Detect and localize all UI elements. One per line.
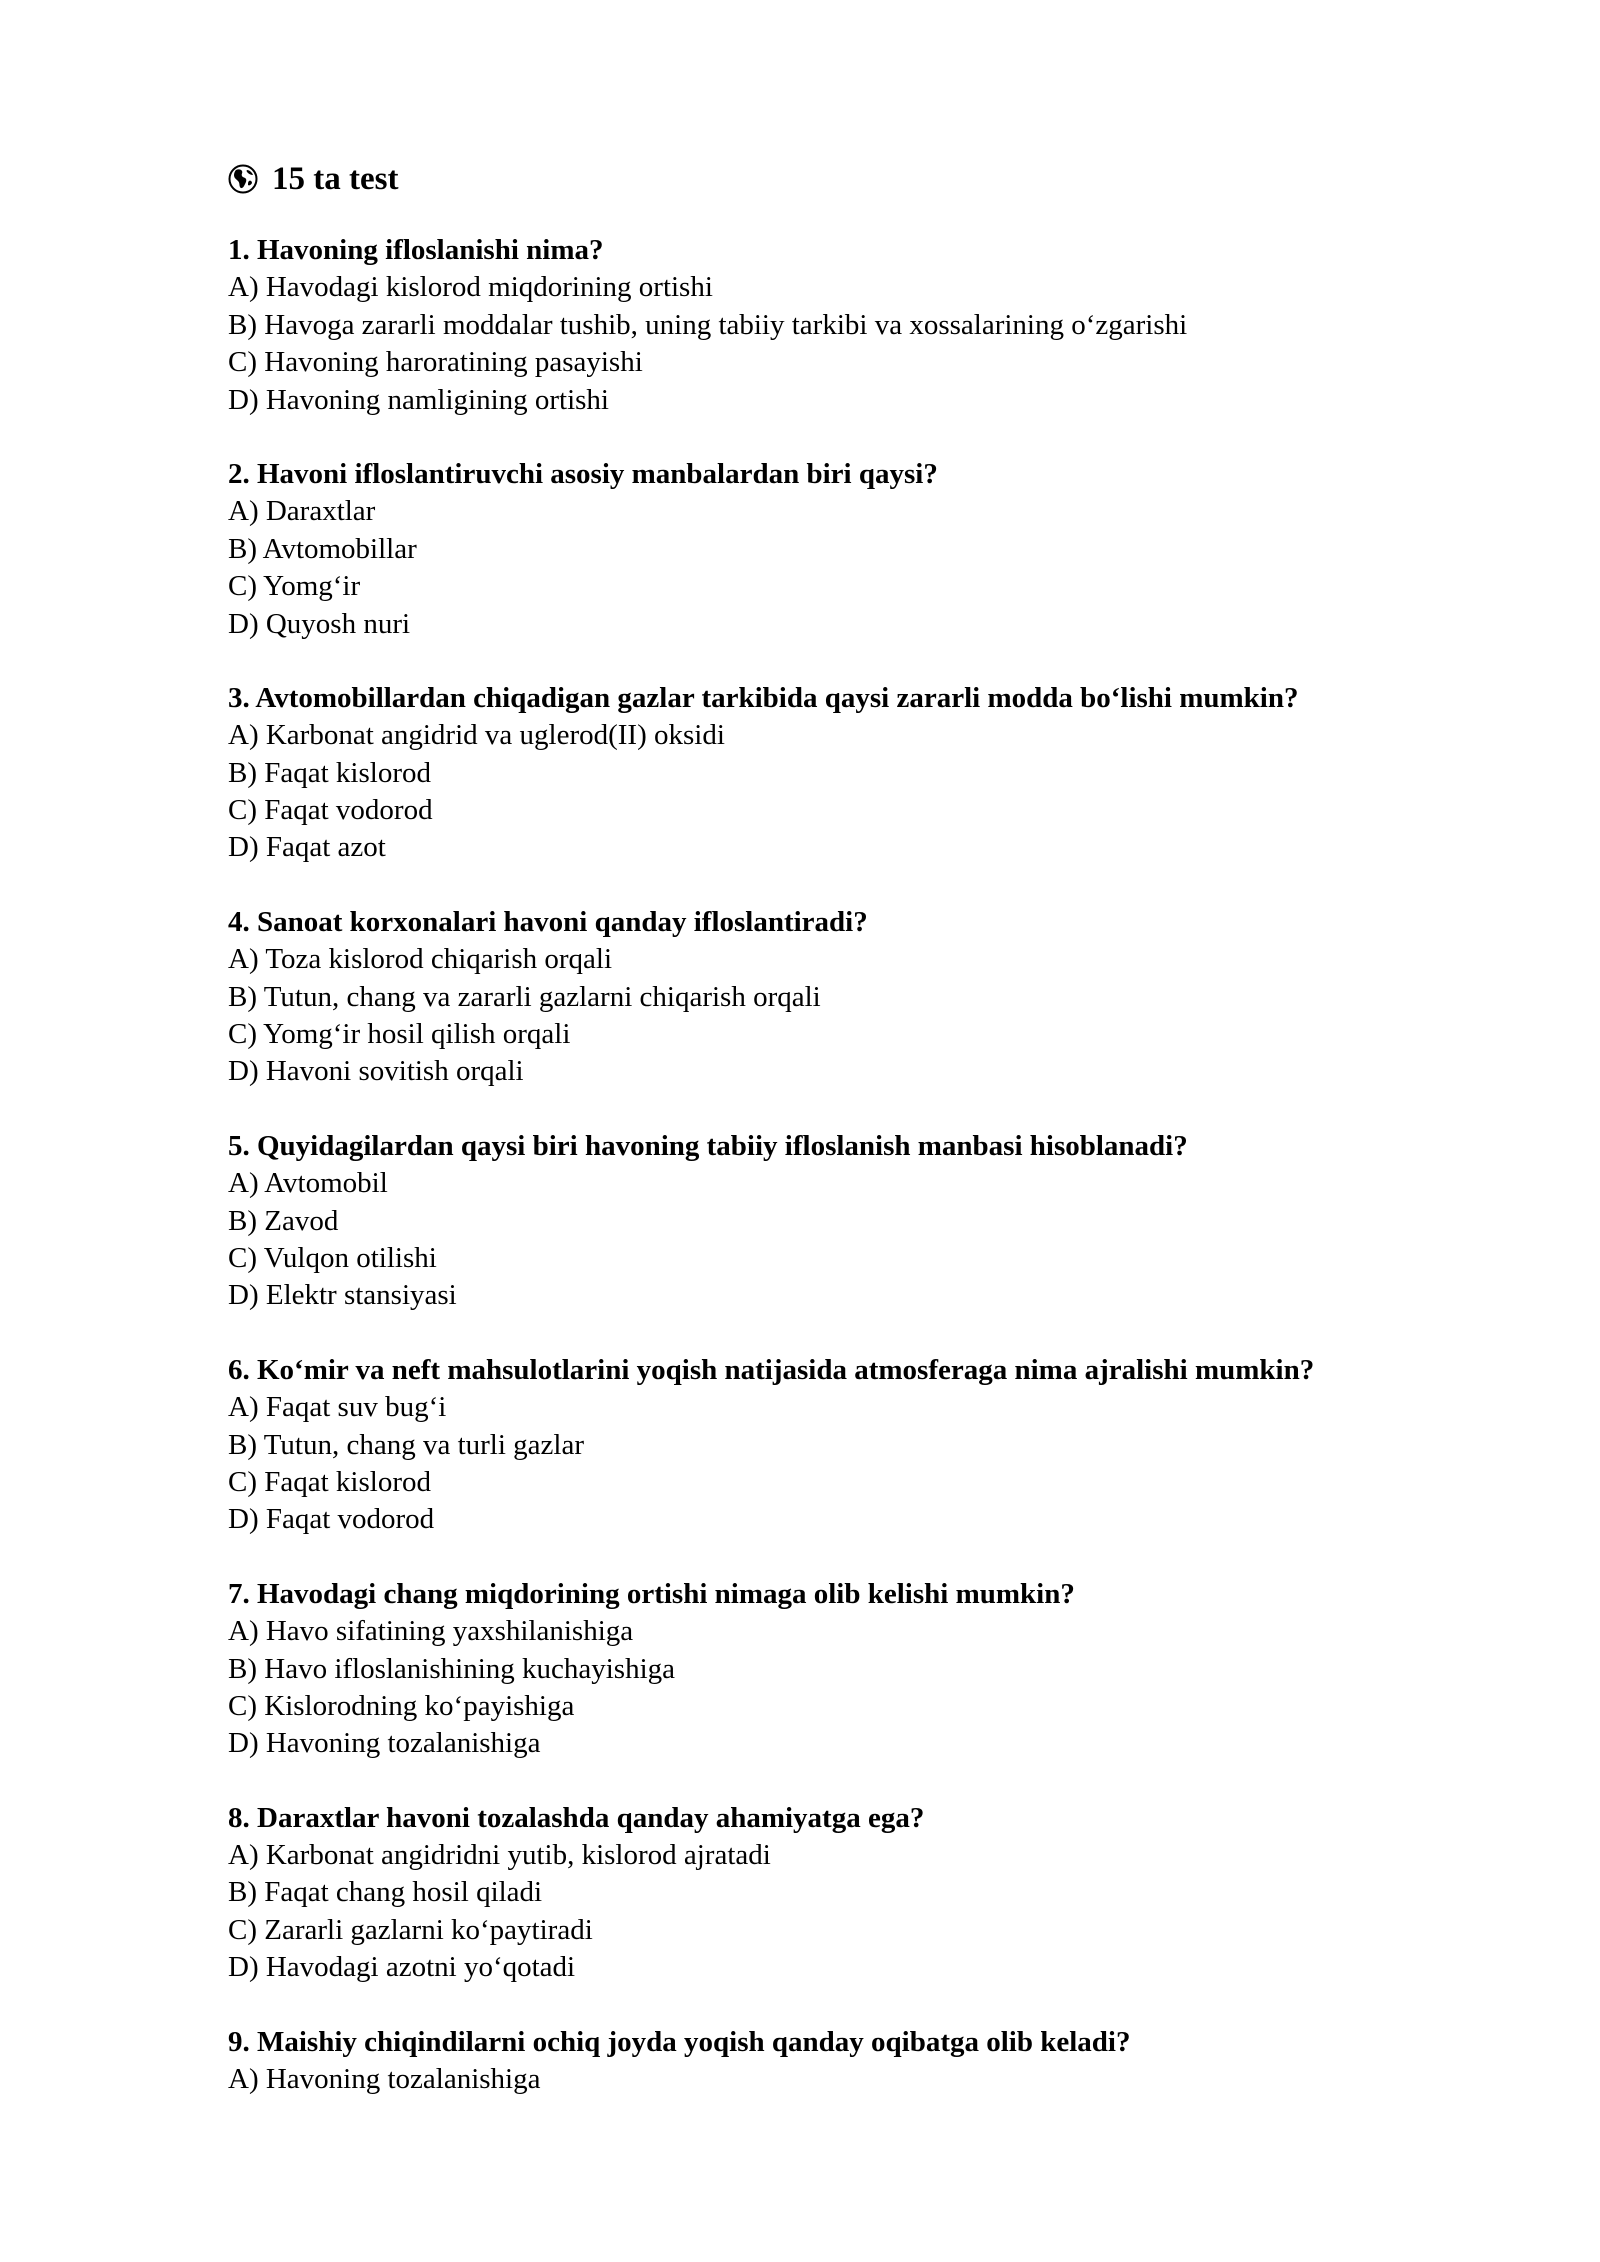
document-title-text: 15 ta test <box>272 161 399 197</box>
question-text: 9. Maishiy chiqindilarni ochiq joyda yoqish qanday oqibatga olib keladi? <box>228 2025 1131 2058</box>
question-text: 8. Daraxtlar havoni tozalashda qanday ahamiyatga ega? <box>228 1801 925 1834</box>
answer-option: B) Zavod <box>228 1204 339 1237</box>
answer-option: A) Daraxtlar <box>228 495 376 528</box>
question-list <box>228 232 1468 2098</box>
question-block <box>228 1576 1468 1763</box>
answer-option: D) Faqat azot <box>228 831 386 864</box>
answer-option: A) Faqat suv bug‘i <box>228 1391 447 1424</box>
question-block <box>228 1800 1468 1987</box>
answer-option: C) Kislorodning ko‘payishiga <box>228 1689 575 1722</box>
answer-option: C) Havoning haroratining pasayishi <box>228 346 643 379</box>
answer-option: A) Avtomobil <box>228 1167 388 1200</box>
question-text: 6. Ko‘mir va neft mahsulotlarini yoqish natijasida atmosferaga nima ajralishi mumkin? <box>228 1353 1315 1386</box>
answer-option: D) Quyosh nuri <box>228 607 411 640</box>
question-block <box>228 2024 1468 2099</box>
question-block <box>228 1128 1468 1315</box>
answer-option: D) Havoning tozalanishiga <box>228 1727 541 1760</box>
document-title <box>228 155 1468 203</box>
question-block <box>228 232 1468 419</box>
answer-option: C) Yomg‘ir <box>228 570 361 603</box>
question-block <box>228 680 1468 867</box>
answer-option: B) Faqat kislorod <box>228 756 431 789</box>
answer-option: D) Havodagi azotni yo‘qotadi <box>228 1951 576 1984</box>
answer-option: A) Karbonat angidridni yutib, kislorod ajratadi <box>228 1839 771 1872</box>
answer-option: D) Havoning namligining ortishi <box>228 383 609 416</box>
test-page <box>228 155 1468 2135</box>
answer-option: B) Tutun, chang va turli gazlar <box>228 1428 585 1461</box>
answer-option: C) Faqat vodorod <box>228 794 433 827</box>
answer-option: C) Faqat kislorod <box>228 1465 431 1498</box>
answer-option: A) Havodagi kislorod miqdorining ortishi <box>228 271 713 304</box>
question-text: 7. Havodagi chang miqdorining ortishi nimaga olib kelishi mumkin? <box>228 1577 1075 1610</box>
answer-option: A) Havo sifatining yaxshilanishiga <box>228 1615 634 1648</box>
question-text: 3. Avtomobillardan chiqadigan gazlar tarkibida qaysi zararli modda bo‘lishi mumkin? <box>228 681 1299 714</box>
answer-option: C) Vulqon otilishi <box>228 1241 437 1274</box>
question-block <box>228 1352 1468 1539</box>
answer-option: D) Faqat vodorod <box>228 1503 435 1536</box>
answer-option: B) Avtomobillar <box>228 532 417 565</box>
answer-option: B) Havo ifloslanishining kuchayishiga <box>228 1652 676 1685</box>
answer-option: C) Yomg‘ir hosil qilish orqali <box>228 1018 571 1051</box>
question-text: 5. Quyidagilardan qaysi biri havoning tabiiy ifloslanish manbasi hisoblanadi? <box>228 1129 1188 1162</box>
answer-option: B) Tutun, chang va zararli gazlarni chiqarish orqali <box>228 980 821 1013</box>
question-block <box>228 904 1468 1091</box>
answer-option: A) Karbonat angidrid va uglerod(II) oksidi <box>228 719 725 752</box>
answer-option: C) Zararli gazlarni ko‘paytiradi <box>228 1913 593 1946</box>
question-block <box>228 456 1468 643</box>
question-text: 4. Sanoat korxonalari havoni qanday ifloslantiradi? <box>228 905 868 938</box>
question-text: 2. Havoni ifloslantiruvchi asosiy manbalardan biri qaysi? <box>228 457 938 490</box>
answer-option: D) Havoni sovitish orqali <box>228 1055 524 1088</box>
answer-option: A) Havoning tozalanishiga <box>228 2063 541 2096</box>
question-text: 1. Havoning ifloslanishi nima? <box>228 234 604 266</box>
answer-option: B) Faqat chang hosil qiladi <box>228 1876 543 1909</box>
answer-option: D) Elektr stansiyasi <box>228 1279 457 1312</box>
globe-africa-icon <box>228 164 258 194</box>
answer-option: B) Havoga zararli moddalar tushib, uning tabiiy tarkibi va xossalarining o‘zgarishi <box>228 308 1188 341</box>
answer-option: A) Toza kislorod chiqarish orqali <box>228 943 613 976</box>
